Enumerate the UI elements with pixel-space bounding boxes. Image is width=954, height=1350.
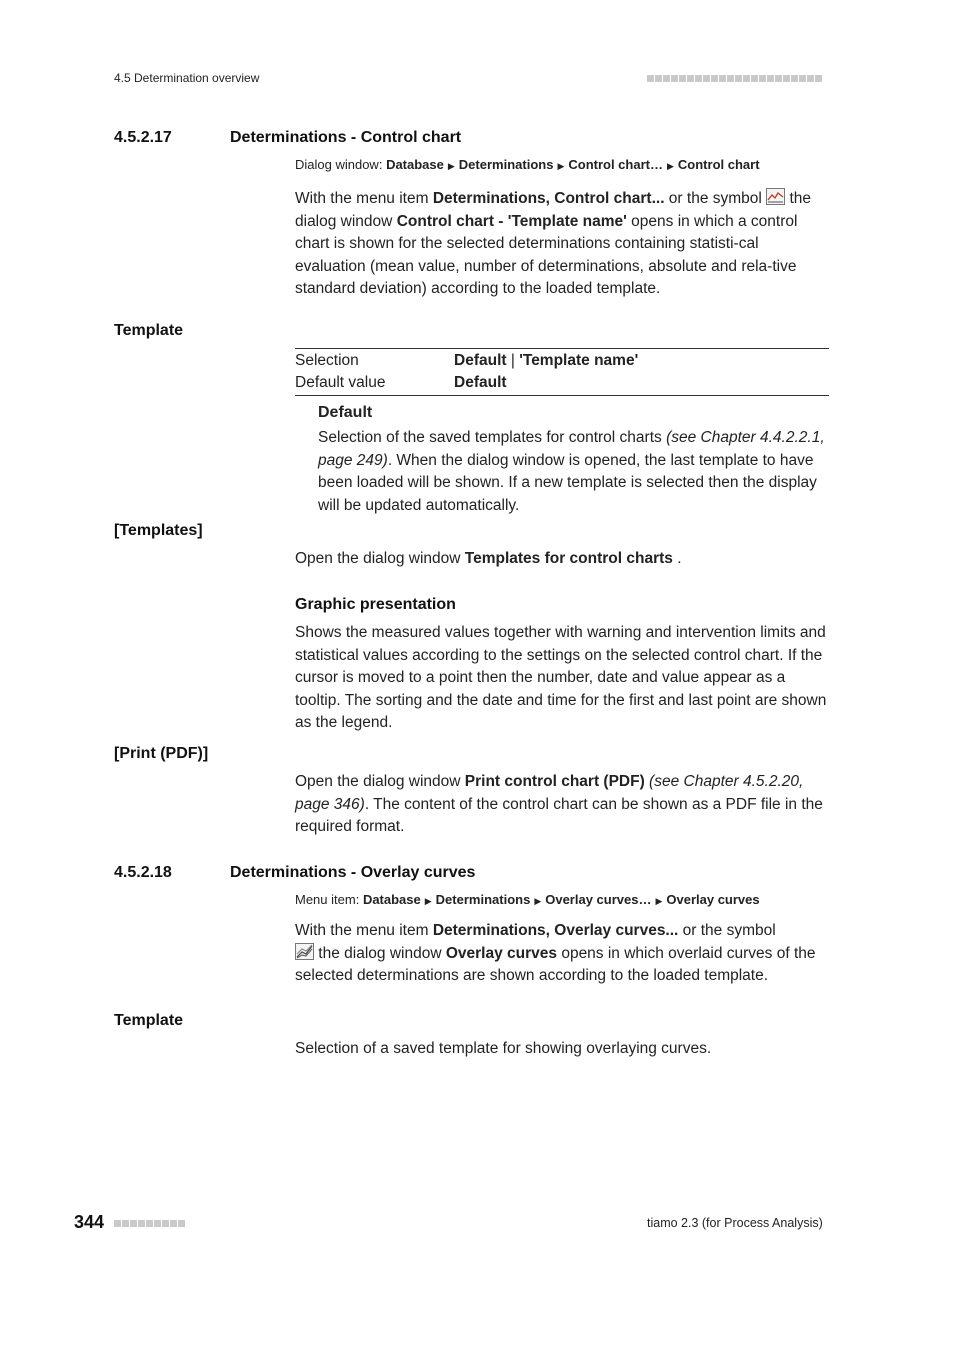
- selection-value: Default | 'Template name': [454, 352, 639, 369]
- section-title: Determinations - Overlay curves: [230, 864, 476, 881]
- menu-path-item: Database: [386, 157, 444, 172]
- template-heading: Template: [114, 322, 184, 339]
- default-value-label: Default value: [295, 374, 386, 391]
- overlay-curves-icon: [295, 943, 314, 960]
- page-number: 344: [74, 1212, 105, 1232]
- footer-decoration: [114, 1220, 185, 1227]
- print-paragraph: Open the dialog window Print control chart (PDF) (see Chapter 4.5.2.20, page 346). The content of the control chart can be shown as a PDF file in the required format.: [295, 773, 823, 835]
- section-number: 4.5.2.18: [114, 864, 172, 881]
- intro-paragraph: With the menu item Determinations, Overlay curves... or the symbol the dialog window Overlay curves opens in which overlaid curves of the selected determinations are shown according to the loaded template.: [295, 922, 816, 984]
- triangle-right-icon: ▶: [557, 161, 565, 171]
- header-decoration: [647, 75, 822, 82]
- table-row: [295, 372, 829, 394]
- section-number: 4.5.2.17: [114, 129, 172, 146]
- triangle-right-icon: ▶: [424, 896, 432, 906]
- template-heading: Template: [114, 1012, 184, 1029]
- template-paragraph: Selection of a saved template for showing overlaying curves.: [295, 1040, 712, 1057]
- chapter-reference: (see Chapter 4.4.2.2.1, page 249): [318, 429, 825, 469]
- graphic-paragraph: Shows the measured values together with warning and intervention limits and statistical values according to the settings on the selected control chart. If the cursor is moved to a point then the number, date and value appear as a tooltip. The sorting and the date and time for the first and last point are shown as the legend.: [295, 624, 827, 731]
- graphic-heading: Graphic presentation: [295, 596, 456, 613]
- templates-paragraph: Open the dialog window Templates for control charts .: [295, 550, 682, 567]
- menu-path-item: Determinations: [435, 892, 531, 907]
- menu-path-item: Database: [362, 892, 421, 907]
- menu-path-item: Control chart…: [568, 157, 663, 172]
- running-header: 4.5 Determination overview: [114, 71, 260, 85]
- parameter-table: [295, 348, 829, 396]
- chapter-reference: (see Chapter 4.5.2.20, page 346): [295, 773, 804, 813]
- menu-path-item: Overlay curves: [666, 892, 760, 907]
- menu-path: [295, 892, 760, 907]
- menu-path-item: Control chart: [677, 157, 760, 172]
- triangle-right-icon: ▶: [655, 896, 663, 906]
- menu-path-item: Determinations: [458, 157, 554, 172]
- default-value: Default: [454, 374, 507, 391]
- menu-path: [295, 157, 760, 172]
- menu-path-item: Overlay curves…: [545, 892, 652, 907]
- menu-path-prefix: Dialog window:: [295, 157, 383, 172]
- default-heading: Default: [318, 404, 373, 421]
- table-row: [295, 350, 829, 372]
- section-title: Determinations - Control chart: [230, 129, 462, 146]
- control-chart-icon: [766, 188, 785, 205]
- triangle-right-icon: ▶: [534, 896, 542, 906]
- intro-paragraph: With the menu item Determinations, Control chart... or the symbol the dialog window Control chart - 'Template name' opens in which a control chart is shown for the selected determinations containing statisti-cal evaluation (mean value, number of determinations, absolute and rela-tive standard deviation) according to the loaded template.: [295, 190, 812, 297]
- product-name: tiamo 2.3 (for Process Analysis): [647, 1216, 823, 1230]
- triangle-right-icon: ▶: [666, 161, 674, 171]
- templates-button-heading: [Templates]: [114, 522, 203, 539]
- triangle-right-icon: ▶: [447, 161, 455, 171]
- menu-path-prefix: Menu item:: [295, 892, 360, 907]
- default-description: Selection of the saved templates for control charts (see Chapter 4.4.2.2.1, page 249). When the dialog window is opened, the last template to have been loaded will be shown. If a new template is selected then the display will be updated automatically.: [318, 429, 825, 514]
- selection-label: Selection: [295, 352, 359, 369]
- print-button-heading: [Print (PDF)]: [114, 745, 209, 762]
